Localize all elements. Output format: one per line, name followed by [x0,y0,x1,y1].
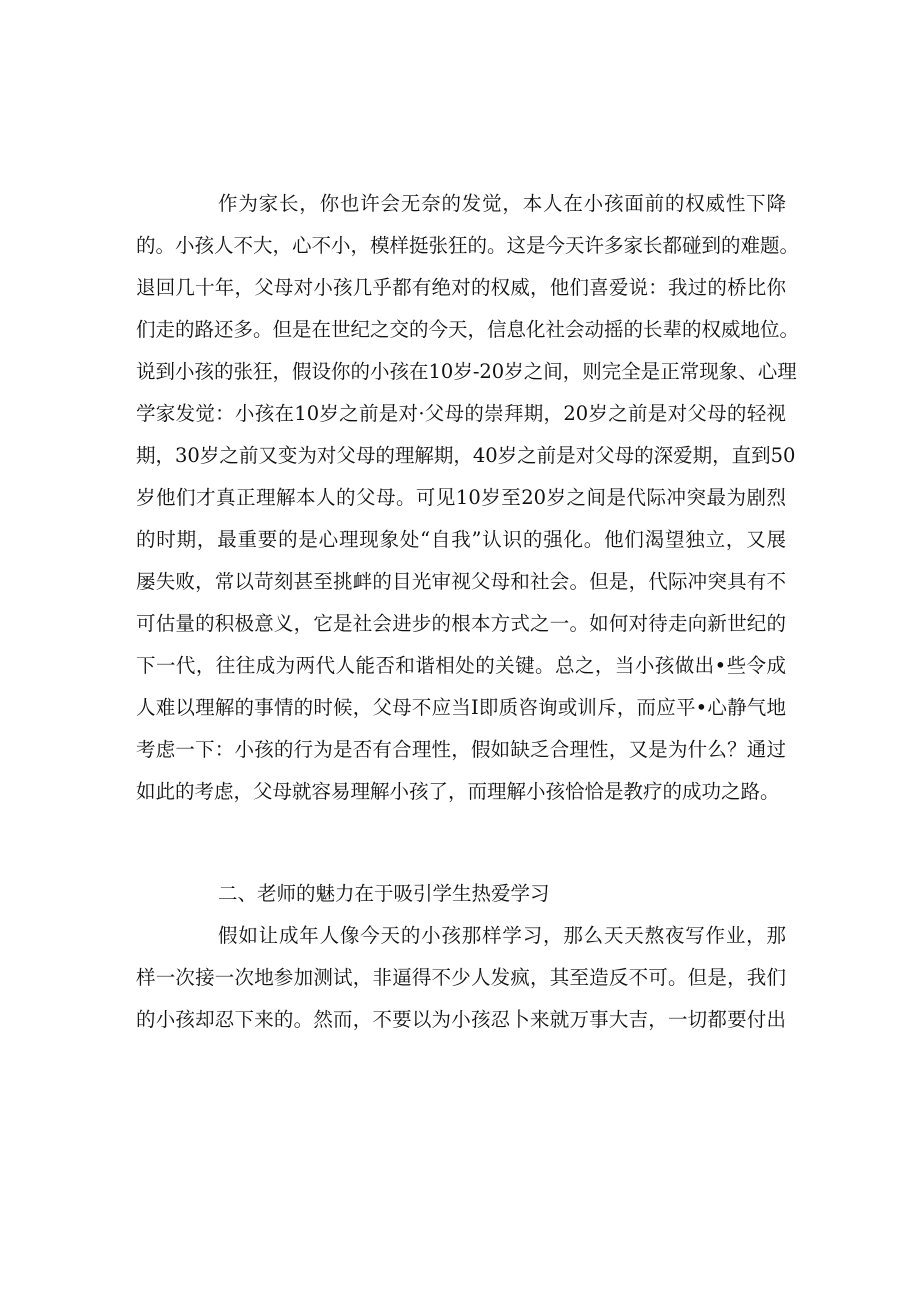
paragraph-line: 屡失败，常以苛刻甚至挑衅的目光审视父母和社会。但是，代际冲突具有不 [136,570,786,593]
paragraph-line: 的时期，最重要的是心理现象处“自我”认识的强化。他们渴望独立，又展 [136,528,786,551]
paragraph-line: 们走的路还多。但是在世纪之交的今天，信息化社会动摇的长辈的权威地位。 [136,318,800,341]
paragraph-line: 人难以理解的事情的时候，父母不应当I即质咨询或训斥，而应平•心静气地 [136,696,786,719]
paragraph-line: 岁他们才真正理解本人的父母。可见10岁至20岁之间是代际冲突最为剧烈 [136,486,786,509]
paragraph-line: 样一次接一次地参加测试，非逼得不少人发疯，其至造反不可。但是，我们 [136,966,786,989]
paragraph-line: 退回几十年，父母对小孩几乎都有绝对的权威，他们喜爱说：我过的桥比你 [136,276,786,299]
paragraph-line: 如此的考虑，父母就容易理解小孩了，而理解小孩恰恰是教疗的成功之路。 [136,780,780,803]
paragraph-line: 期，30岁之前又变为对父母的理解期，40岁之前是对父母的深爱期，直到50 [136,444,796,467]
paragraph-line: 学家发觉：小孩在10岁之前是对·父母的崇拜期，20岁之前是对父母的轻视 [136,402,786,425]
paragraph-line: 作为家长，你也许会无奈的发觉，本人在小孩面前的权威性下降 [218,192,786,215]
paragraph-line: 的小孩却忍下来的。然而，不要以为小孩忍卜来就万事大吉，一切都要付出 [136,1008,786,1031]
paragraph-line: 说到小孩的张狂，假设你的小孩在10岁-20岁之间，则完全是正常现象、心理 [136,360,797,383]
paragraph-line: 下一代，往往成为两代人能否和谐相处的关键。总之，当小孩做出•些令成 [136,654,786,677]
paragraph-line: 的。小孩人不大，心不小，模样挺张狂的。这是今天许多家长都碰到的难题。 [136,234,800,257]
paragraph-line: 假如让成年人像今天的小孩那样学习，那么天天熬夜写作业，那 [218,924,786,947]
section-heading: 二、老师的魅力在于吸引学生热爱学习 [218,882,550,905]
paragraph-line: 可估量的积极意义，它是社会进步的根本方式之一。如何对待走向新世纪的 [136,612,786,635]
paragraph-line: 考虑一下：小孩的行为是否有合理性，假如缺乏合理性，又是为什么？通过 [136,738,786,761]
